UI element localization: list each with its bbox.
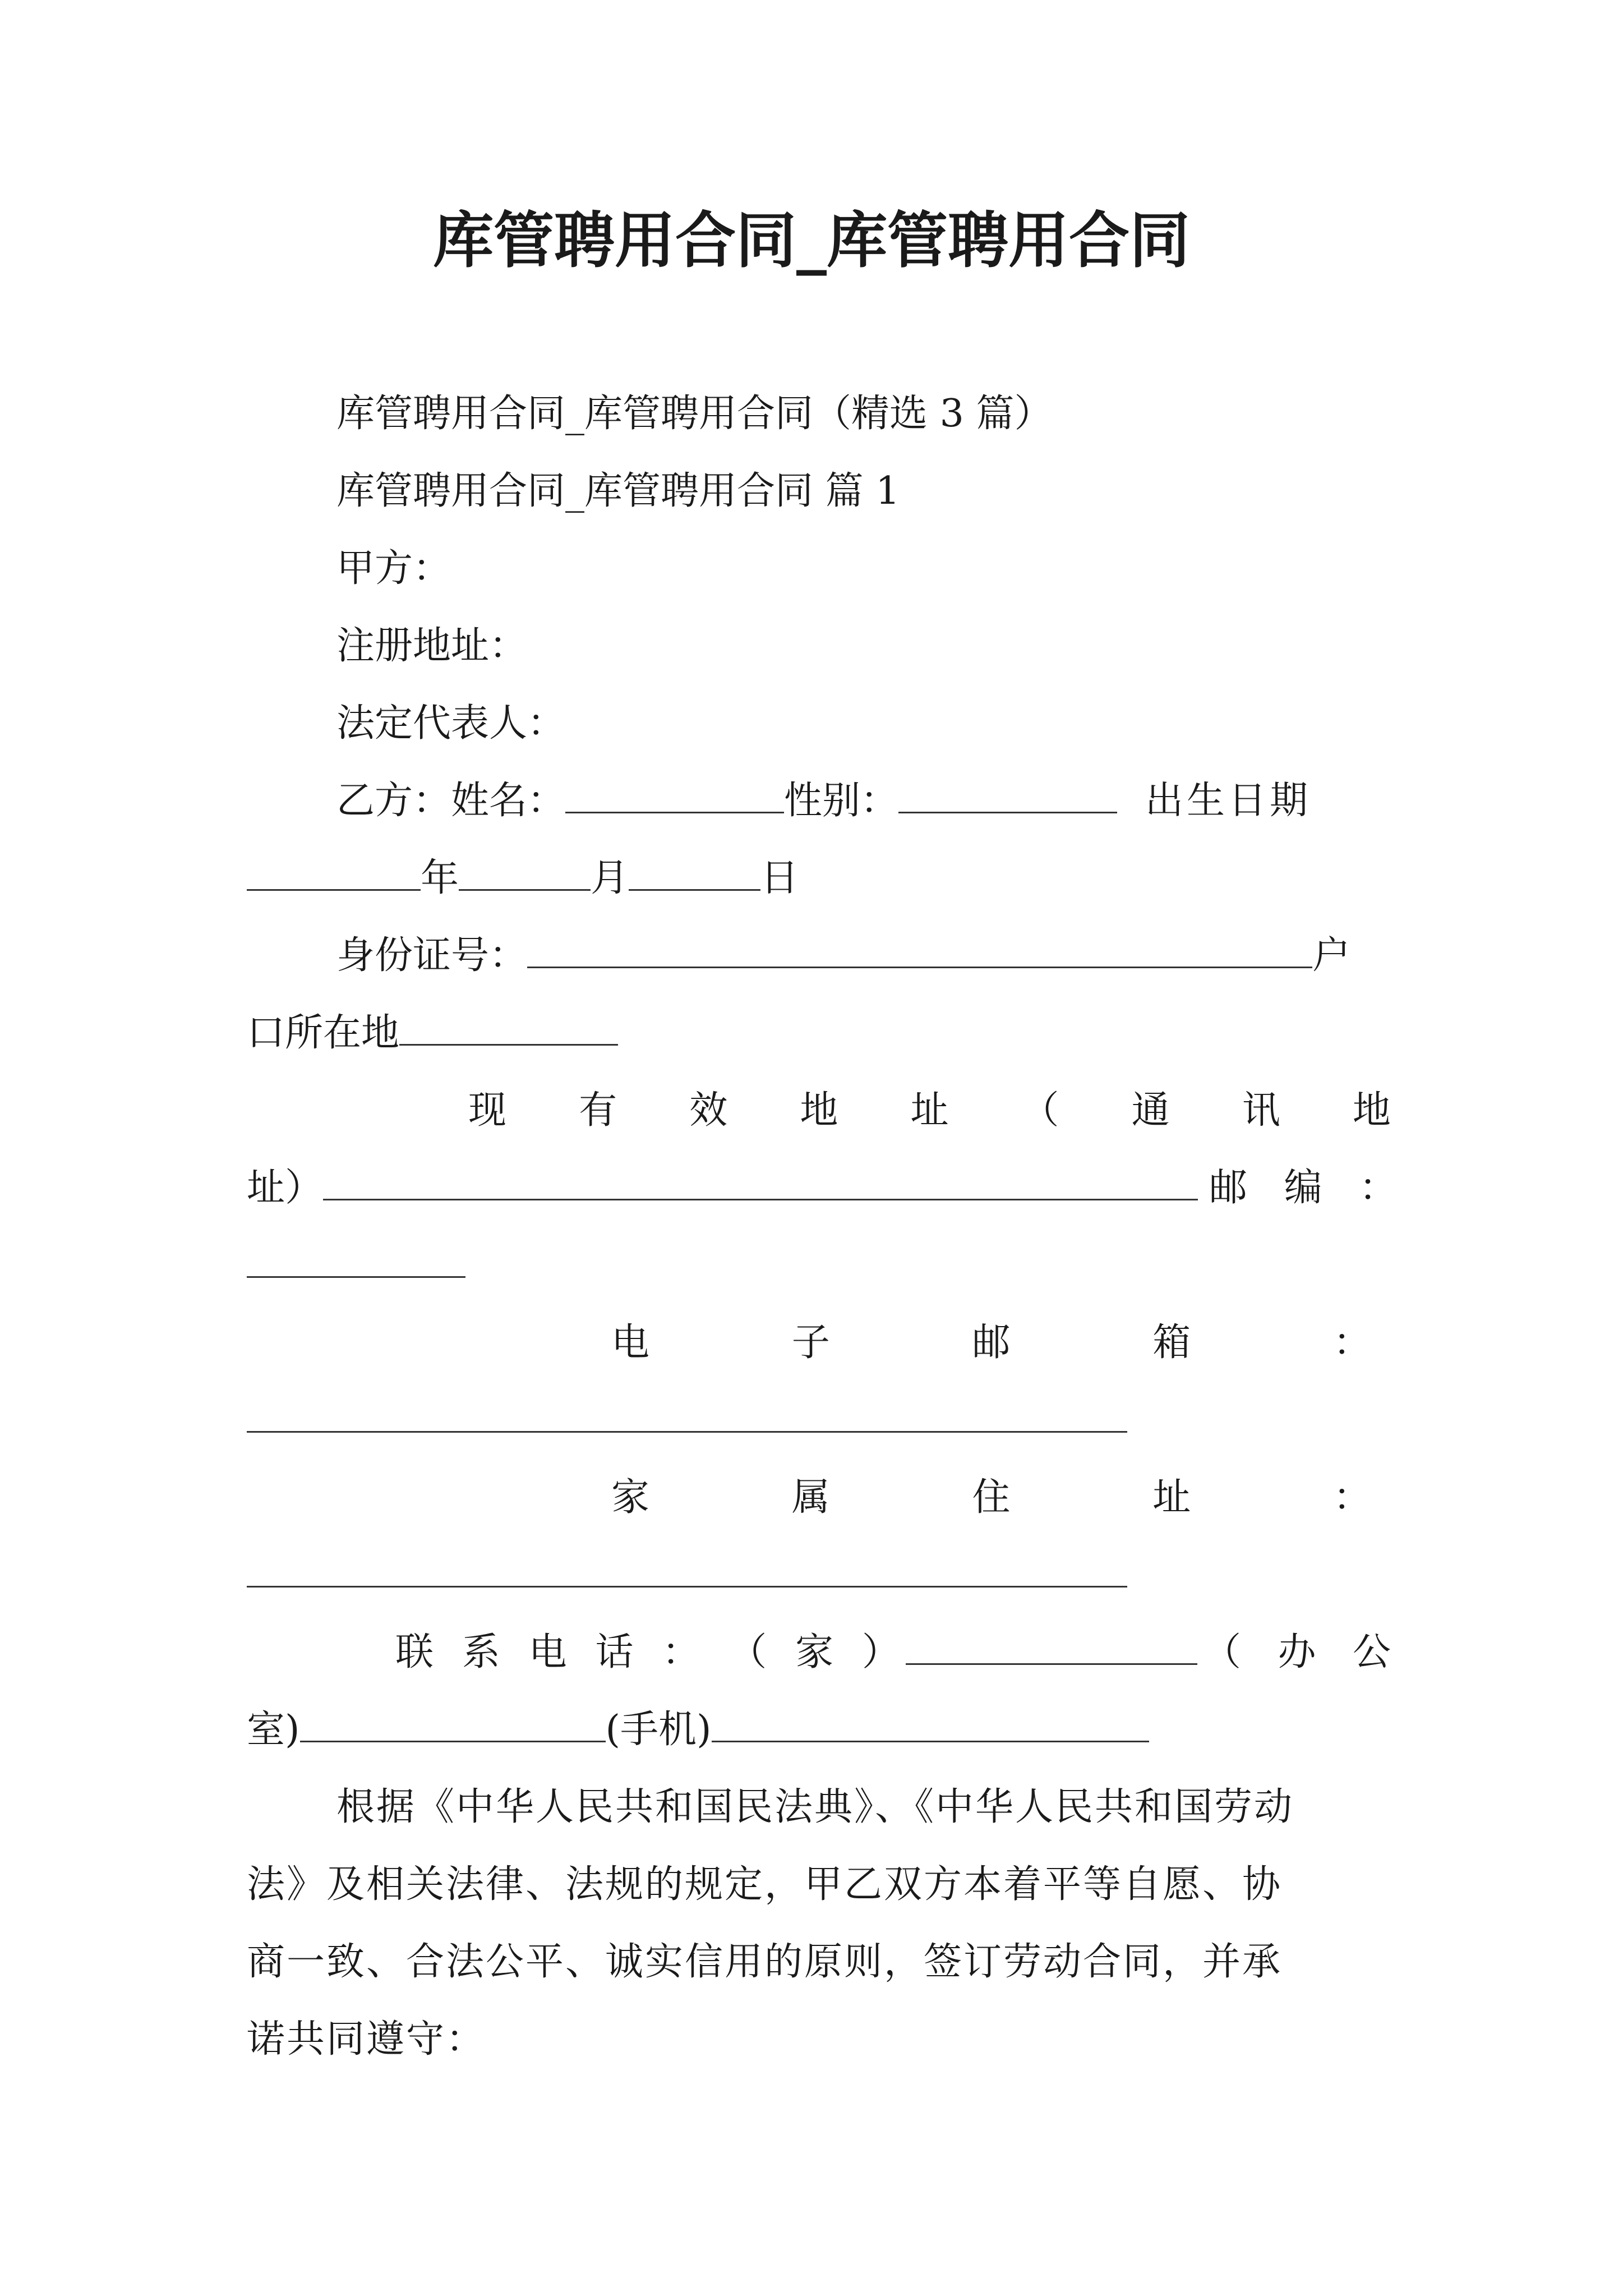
subtitle-line: 库管聘用合同_库管聘用合同（精选 3 篇）	[336, 392, 1053, 436]
month-label: 月	[591, 856, 629, 900]
phone-line	[395, 1626, 1391, 1680]
address-label-end: 址）	[247, 1166, 324, 1210]
hukou-label-start: 户	[1312, 933, 1351, 978]
year-label: 年	[421, 856, 459, 900]
office-phone-blank	[300, 1707, 606, 1742]
office-char: 公	[1352, 1630, 1391, 1674]
address-char: 讯	[1242, 1088, 1280, 1133]
family-address-blank-line	[247, 1548, 1127, 1602]
birth-date-line	[247, 852, 799, 905]
office-char: （	[1203, 1630, 1242, 1674]
paragraph-line: 诺共同遵守：	[247, 2017, 486, 2062]
day-blank	[629, 855, 760, 891]
gender-label: 性别：	[784, 779, 899, 823]
year-blank	[247, 855, 421, 891]
family-address-char: 住	[972, 1475, 1011, 1520]
mobile-blank	[712, 1707, 1149, 1742]
postcode-blank	[247, 1243, 465, 1278]
address-char: 址	[910, 1088, 949, 1133]
email-label-line	[611, 1316, 1371, 1370]
paragraph-line: 商一致、合法公平、诚实信用的原则，签订劳动合同，并承	[247, 1940, 1283, 1984]
part-heading: 库管聘用合同_库管聘用合同 篇 1	[336, 469, 900, 513]
family-address-char: ：	[1332, 1475, 1371, 1520]
office-label-end: 室)	[247, 1708, 300, 1752]
email-blank	[247, 1397, 1127, 1433]
family-address-char: 属	[791, 1475, 830, 1520]
address-label-line	[468, 1084, 1391, 1138]
hukou-blank	[399, 1010, 618, 1046]
family-address-char: 家	[611, 1475, 650, 1520]
address-blank	[323, 1165, 1198, 1200]
home-phone-blank	[906, 1630, 1197, 1665]
email-char: 箱	[1152, 1320, 1191, 1365]
registered-address-label: 注册地址：	[336, 624, 528, 668]
phone-char: ：	[662, 1630, 700, 1674]
email-blank-line	[247, 1393, 1127, 1447]
party-a-label: 甲方：	[336, 546, 451, 591]
address-char: 有	[579, 1088, 617, 1133]
day-label: 日	[760, 856, 799, 900]
address-char: 地	[800, 1088, 838, 1133]
address-char: 通	[1131, 1088, 1170, 1133]
paragraph-line: 根据《中华人民共和国民法典》、《中华人民共和国劳动	[336, 1785, 1294, 1829]
mobile-label: (手机)	[605, 1708, 712, 1752]
office-char: 办	[1278, 1630, 1316, 1674]
email-char: 电	[611, 1320, 650, 1365]
document-title: 库管聘用合同_库管聘用合同	[432, 206, 1190, 276]
address-char: 效	[689, 1088, 728, 1133]
phone-label-group	[395, 1626, 900, 1680]
address-char: 现	[468, 1088, 507, 1133]
address-char: 地	[1352, 1088, 1391, 1133]
email-char: ：	[1332, 1320, 1371, 1365]
month-blank	[459, 855, 591, 891]
address-char: （	[1021, 1088, 1059, 1133]
email-char: 邮	[972, 1320, 1011, 1365]
paragraph-line: 法》及相关法律、法规的规定，甲乙双方本着平等自愿、协	[247, 1862, 1283, 1907]
email-char: 子	[791, 1320, 830, 1365]
phone-char: 电	[528, 1630, 567, 1674]
id-number-blank	[527, 933, 1312, 968]
family-address-char: 址	[1152, 1475, 1191, 1520]
phone-char: （	[728, 1630, 767, 1674]
address-blank-line	[247, 1161, 1410, 1215]
phone-char: 联	[395, 1630, 434, 1674]
party-b-name-label: 乙方：姓名：	[336, 779, 566, 823]
office-mobile-line	[247, 1703, 1149, 1757]
party-b-line	[336, 774, 1391, 828]
phone-char: 系	[462, 1630, 500, 1674]
phone-char: 家	[795, 1630, 834, 1674]
office-label-group	[1203, 1626, 1391, 1680]
gender-blank	[898, 778, 1117, 813]
birth-date-label: 出生日期	[1145, 779, 1312, 823]
family-address-label-line	[611, 1471, 1371, 1525]
phone-char: 话	[595, 1630, 634, 1674]
hukou-label: 口所在地	[247, 1011, 400, 1055]
name-blank	[565, 778, 784, 813]
postcode-label: 邮 编 ：	[1209, 1166, 1410, 1210]
id-number-label: 身份证号：	[336, 933, 528, 978]
postcode-line	[247, 1239, 465, 1292]
family-address-blank	[247, 1552, 1127, 1588]
id-number-line	[336, 929, 1350, 983]
phone-char: ）	[861, 1630, 900, 1674]
hukou-line	[247, 1006, 618, 1060]
legal-representative-label: 法定代表人：	[336, 701, 566, 746]
